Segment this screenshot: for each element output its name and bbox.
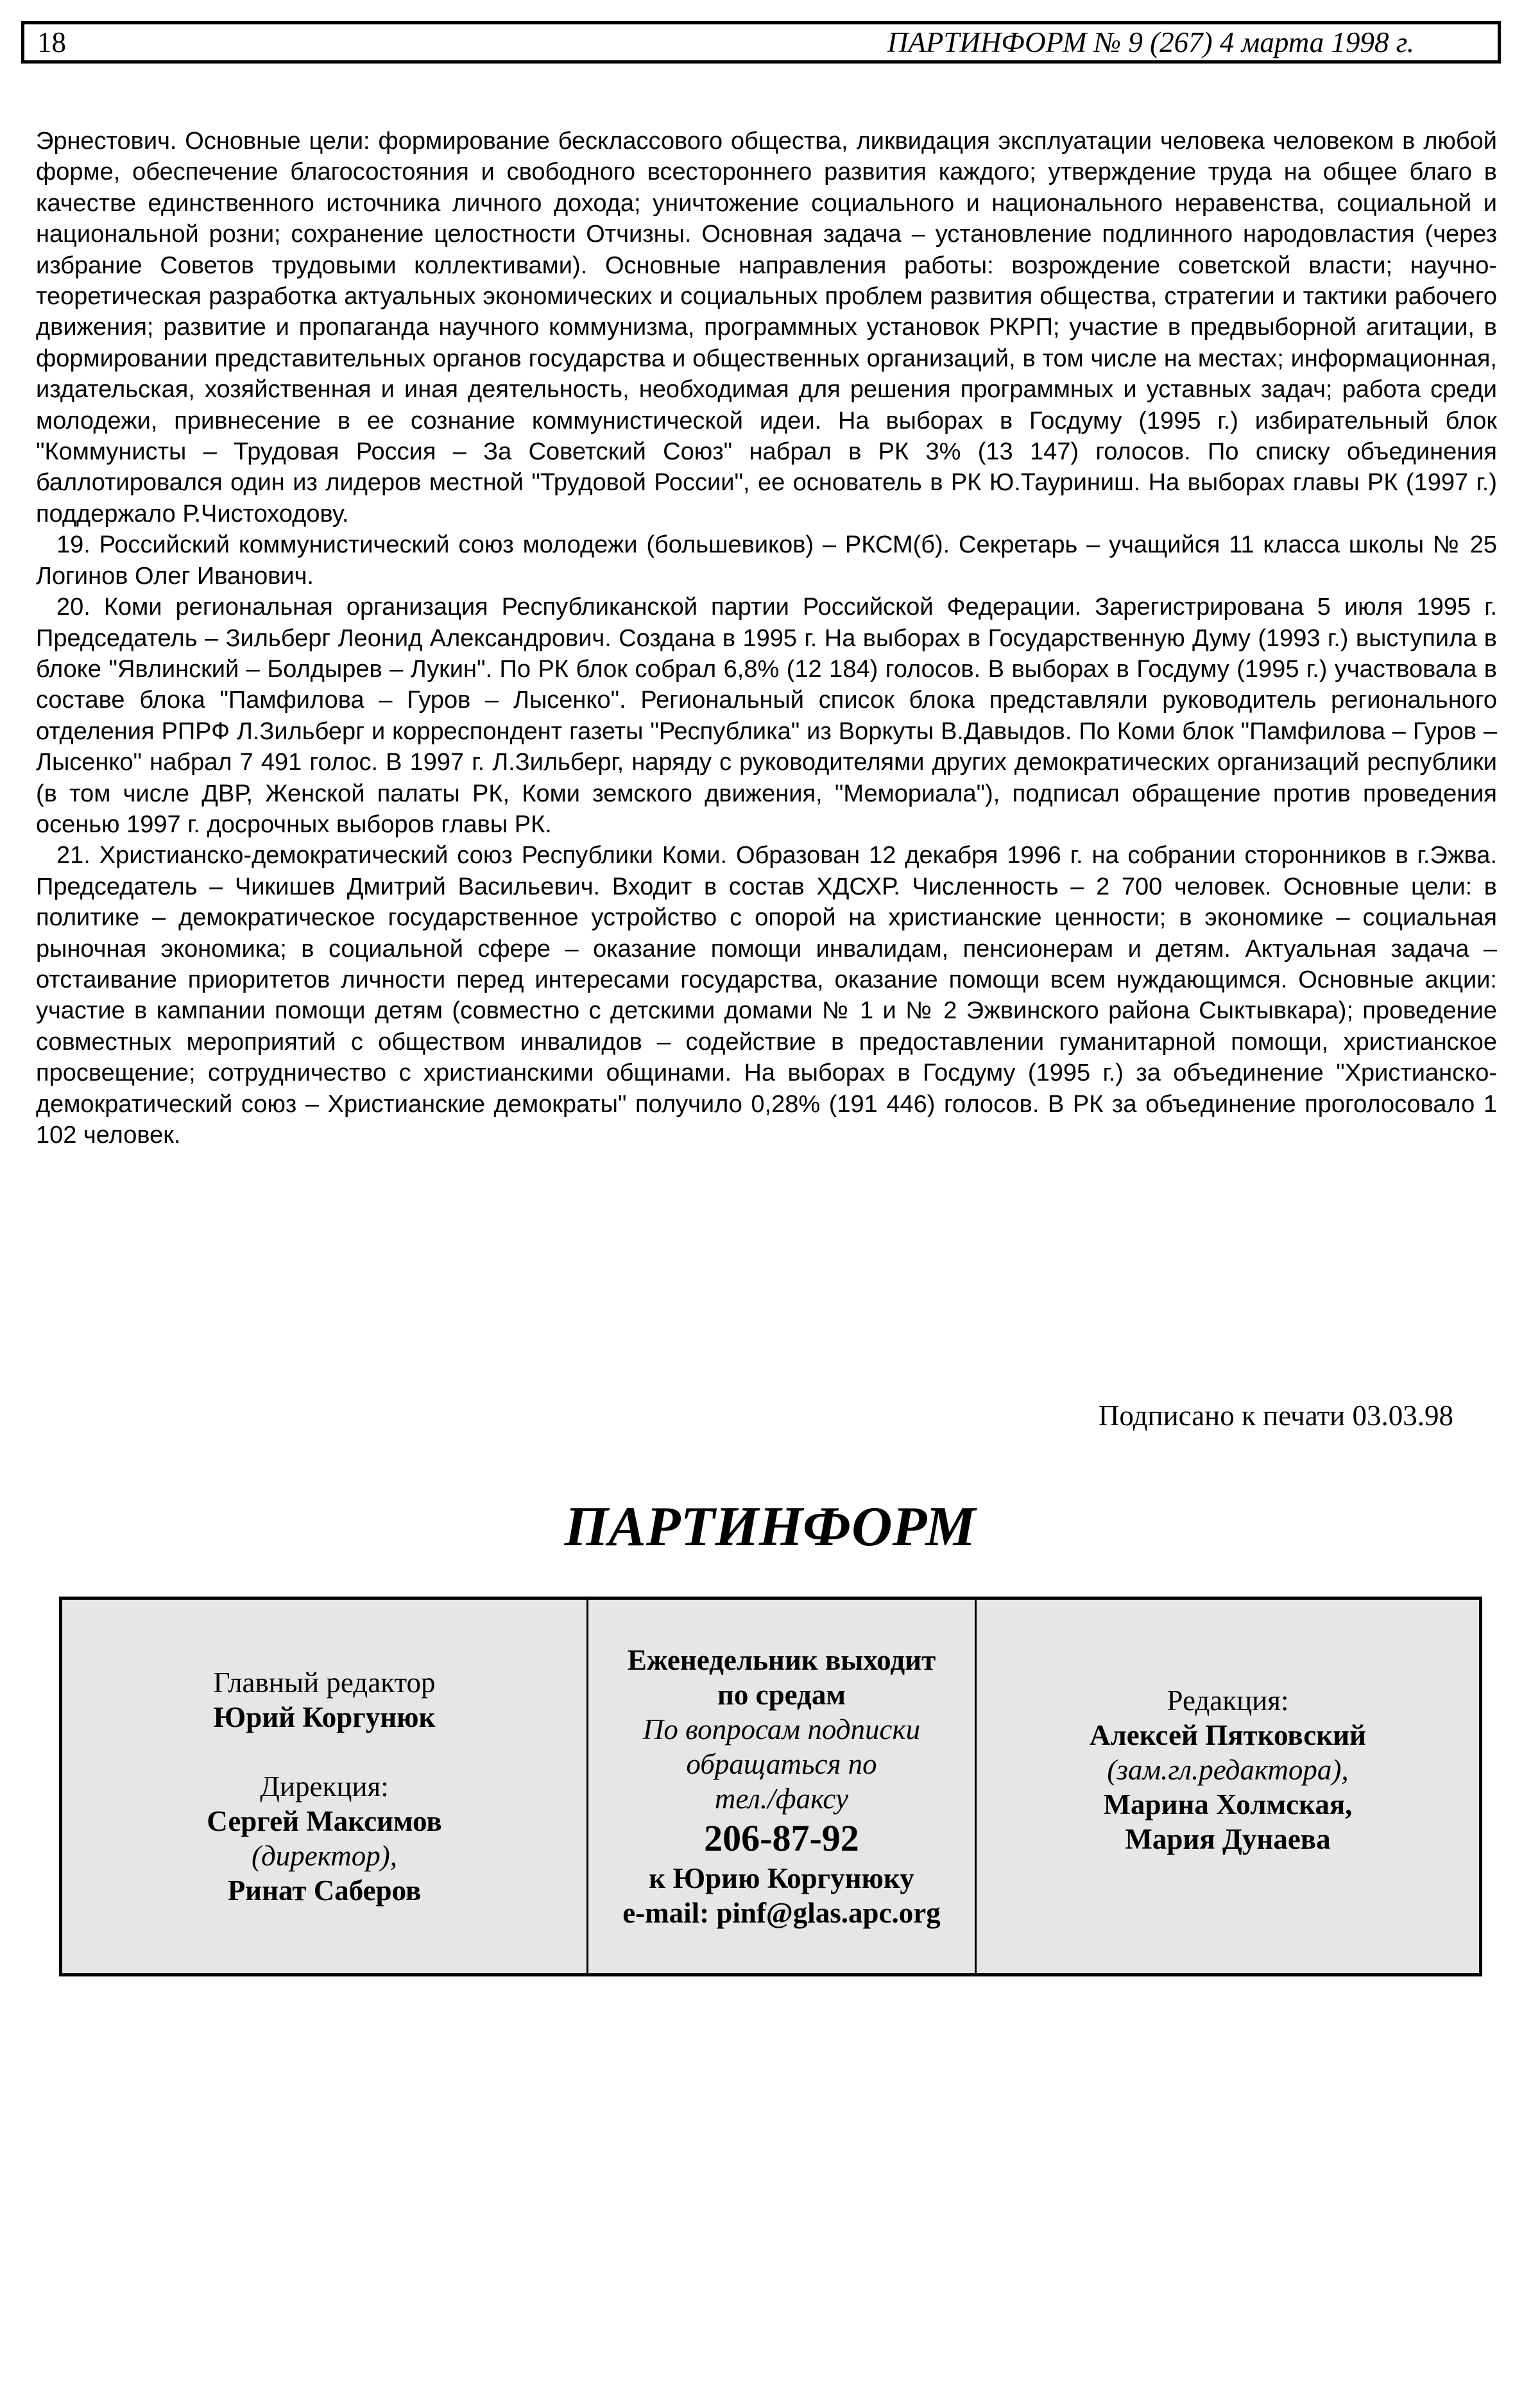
email-address: e-mail: pinf@glas.apc.org <box>622 1897 941 1929</box>
page-number: 18 <box>37 26 66 58</box>
imprint-column-staff <box>977 1600 1479 1973</box>
paragraph: 19. Российский коммунистический союз молодежи (большевиков) – РКСМ(б). Секретарь – учащийся 11 класса школы № 25 Логинов Олег Иванович. <box>36 531 1497 590</box>
phone-number: 206-87-92 <box>704 1817 859 1859</box>
signed-for-print: Подписано к печати 03.03.98 <box>1098 1400 1453 1432</box>
contact-person: к Юрию Коргунюку <box>649 1862 914 1894</box>
subscription-note-3: тел./факсу <box>714 1783 849 1815</box>
paragraph: 20. Коми региональная организация Республиканской партии Российской Федерации. Зарегистрирована 5 июля 1995 г. Председатель – Зильберг Леонид Александрович. Создана в 1995 г. На выборах в Государственную Думу (1993 г.) выступила в блоке "Явлинский – Болдырев – Лукин". По РК блок собрал 6,8% (12 184) голосов. В выборах в Госдуму (1995 г.) участвовала в составе блока "Памфилова – Гуров – Лысенко". Региональный список блока представляли руководитель регионального отделения РПРФ Л.Зильберг и корреспондент газеты "Республика" из Воркуты В.Давыдов. По Коми блок "Памфилова – Гуров – Лысенко" набрал 7 491 голос. В 1997 г. Л.Зильберг, наряду с руководителями других демократических организаций республики (в том числе ДВР, Женской палаты РК, Коми земского движения, "Мемориала"), подписал обращение против проведения осенью 1997 г. досрочных выборов главы РК. <box>36 594 1497 838</box>
second-director-name: Ринат Саберов <box>227 1874 422 1906</box>
staff-name-2: Марина Холмская, <box>1103 1788 1353 1821</box>
staff-label: Редакция: <box>1167 1684 1289 1717</box>
masthead-title: ПАРТИНФОРМ <box>564 1496 976 1558</box>
imprint-column-editor <box>62 1600 588 1973</box>
chief-editor-label: Главный редактор <box>213 1667 436 1699</box>
imprint-box <box>59 1597 1482 1976</box>
subscription-note: По вопросам подписки <box>642 1713 921 1745</box>
issue-title: ПАРТИНФОРМ № 9 (267) 4 марта 1998 г. <box>887 26 1414 58</box>
weekly-note: Еженедельник выходит <box>627 1644 936 1676</box>
subscription-note-2: обращаться по <box>686 1748 877 1780</box>
director-name: Сергей Максимов <box>207 1805 442 1837</box>
staff-role-1: (зам.гл.редактора), <box>1107 1754 1349 1786</box>
imprint-column-subscription <box>588 1600 977 1973</box>
article-body <box>36 126 1497 1151</box>
direction-label: Дирекция: <box>260 1770 389 1803</box>
weekly-day: по средам <box>717 1679 846 1711</box>
paragraph: Эрнестович. Основные цели: формирование бесклассового общества, ликвидация эксплуатации человека человеком в любой форме, обеспечение благосостояния и свободного всестороннего развития каждого; утверждение труда на общее благо в качестве единственного источника личного дохода; уничтожение социального и национального неравенства, социальной и национальной розни; сохранение целостности Отчизны. Основная задача – установление подлинного народовластия (через избрание Советов трудовыми коллективами). Основные направления работы: возрождение советской власти; научно-теоретическая разработка актуальных экономических и социальных проблем развития общества, стратегии и тактики рабочего движения; развитие и пропаганда научного коммунизма, программных установок РКРП; участие в предвыборной агитации, в формировании представительных органов государства и общественных организаций, в том числе на местах; информационная, издательская, хозяйственная и иная деятельность, необходимая для решения программных и уставных задач; работа среди молодежи, привнесение в ее сознание коммунистической идеи. На выборах в Госдуму (1995 г.) избирательный блок "Коммунисты – Трудовая Россия – За Советский Союз" набрал в РК 3% (13 147) голосов. По списку объединения баллотировался один из лидеров местной "Трудовой России", ее основатель в РК Ю.Тауриниш. На выборах главы РК (1997 г.) поддержало Р.Чистоходову. <box>36 128 1497 527</box>
staff-name-3: Мария Дунаева <box>1125 1823 1331 1855</box>
staff-name-1: Алексей Пятковский <box>1090 1719 1366 1751</box>
director-role: (директор), <box>252 1840 397 1872</box>
chief-editor-name: Юрий Коргунюк <box>213 1701 436 1733</box>
paragraph: 21. Христианско-демократический союз Республики Коми. Образован 12 декабря 1996 г. на собрании сторонников в г.Эжва. Председатель – Чикишев Дмитрий Васильевич. Входит в состав ХДСХР. Численность – 2 700 человек. Основные цели: в политике – демократическое государственное устройство с опорой на христианские ценности; в экономике – социальная рыночная экономика; в социальной сфере – оказание помощи инвалидам, пенсионерам и детям. Актуальная задача – отстаивание приоритетов личности перед интересами государства, оказание помощи всем нуждающимся. Основные акции: участие в кампании помощи детям (совместно с детскими домами № 1 и № 2 Эжвинского района Сыктывкара); проведение совместных мероприятий с обществом инвалидов – содействие в предоставлении гуманитарной помощи, христианское просвещение; сотрудничество с христианскими общинами. На выборах в Госдуму (1995 г.) за объединение "Христианско-демократический союз – Христианские демократы" получило 0,28% (191 446) голосов. В РК за объединение проголосовало 1 102 человек. <box>36 842 1497 1149</box>
page-header <box>21 21 1501 64</box>
